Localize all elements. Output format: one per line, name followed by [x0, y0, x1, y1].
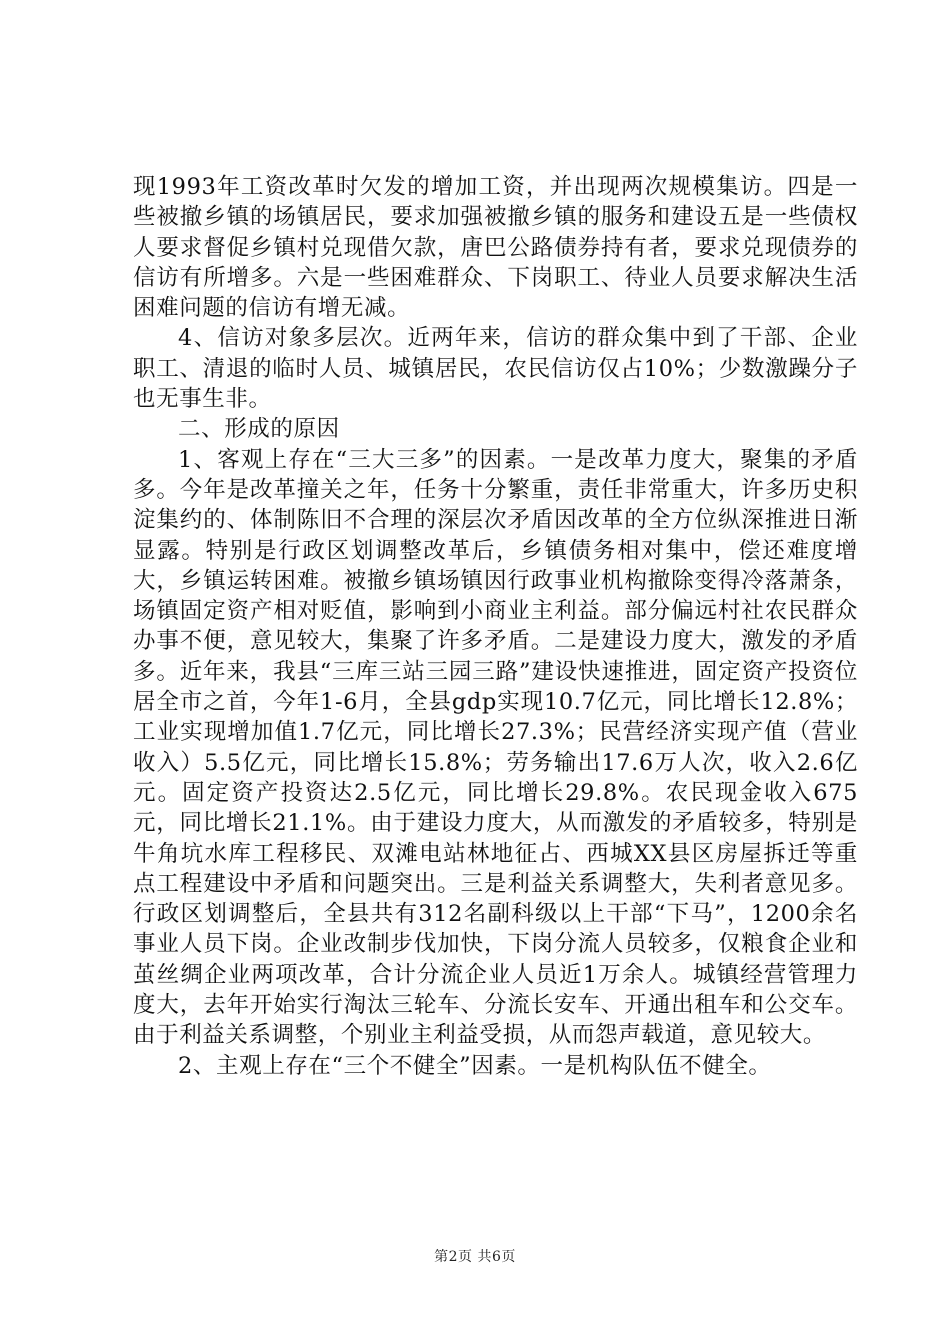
page-footer	[0, 1246, 950, 1266]
paragraph: 现1993年工资改革时欠发的增加工资，并出现两次规模集访。四是一些被撤乡镇的场镇居民，要求加强被撤乡镇的服务和建设五是一些债权人要求督促乡镇村兑现借欠款，唐巴公路债券持有者，要求兑现债券的信访有所增多。六是一些困难群众、下岗职工、待业人员要求解决生活困难问题的信访有增无减。	[133, 174, 858, 322]
section-heading: 二、形成的原因	[178, 416, 340, 443]
page-number: 第2页 共6页	[434, 1249, 516, 1265]
paragraph: 1、客观上存在“三大三多”的因素。一是改革力度大，聚集的矛盾多。今年是改革撞关之年，任务十分繁重，责任非常重大，许多历史积淀集约的、体制陈旧不合理的深层次矛盾因改革的全方位纵深推进日渐显露。特别是行政区划调整改革后，乡镇债务相对集中，偿还难度增大，乡镇运转困难。被撤乡镇场镇因行政事业机构撤除变得冷落萧条，场镇固定资产相对贬值，影响到小商业主利益。部分偏远村社农民群众办事不便，意见较大，集聚了许多矛盾。二是建设力度大，激发的矛盾多。近年来，我县“三库三站三园三路”建设快速推进，固定资产投资位居全市之首，今年1-6月，全县gdp实现10.7亿元，同比增长12.8%；工业实现增加值1.7亿元，同比增长27.3%；民营经济实现产值（营业收入）5.5亿元，同比增长15.8%；劳务输出17.6万人次，收入2.6亿元。固定资产投资达2.5亿元，同比增长29.8%。农民现金收入675元，同比增长21.1%。由于建设力度大，从而激发的矛盾较多，特别是牛角坑水库工程移民、双滩电站林地征占、西城XX县区房屋拆迁等重点工程建设中矛盾和问题突出。三是利益关系调整大，失利者意见多。行政区划调整后，全县共有312名副科级以上干部“下马”，1200余名事业人员下岗。企业改制步伐加快，下岗分流人员较多，仅粮食企业和茧丝绸企业两项改革，合计分流企业人员近1万余人。城镇经营管理力度大，去年开始实行淘汰三轮车、分流长安车、开通出租车和公交车。由于利益关系调整，个别业主利益受损，从而怨声载道，意见较大。	[133, 446, 858, 1049]
document-body	[133, 172, 858, 1081]
paragraph: 4、信访对象多层次。近两年来，信访的群众集中到了干部、企业职工、清退的临时人员、城镇居民，农民信访仅占10%；少数激躁分子也无事生非。	[133, 325, 858, 413]
paragraph: 2、主观上存在“三个不健全”因素。一是机构队伍不健全。	[178, 1052, 772, 1079]
